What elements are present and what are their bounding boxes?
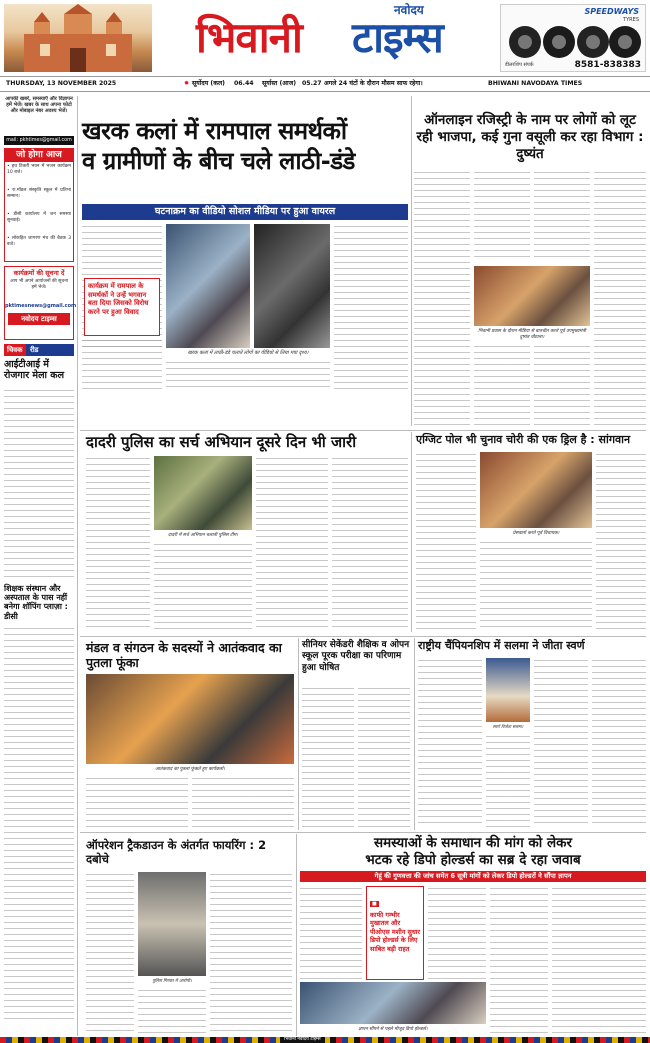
depot-body-3 <box>490 886 548 1036</box>
lead-body-col3 <box>334 224 408 392</box>
salma-photo <box>486 658 530 722</box>
story2-headline: शिक्षक संस्थान और अस्पताल के पास नहीं बनेगा शॉपिंग प्लाज़ा : डीसी <box>4 584 68 621</box>
operation-body-3 <box>210 872 292 1036</box>
depot-body-1 <box>300 886 362 980</box>
exit-body-2 <box>480 540 592 632</box>
depot-subhead: गेहूं की गुणवत्ता की जांच समेत 6 सूत्री मांगों को लेकर डिपो होल्डरों ने सौंपा ज्ञापन <box>300 871 646 882</box>
dadri-body-1 <box>86 456 150 632</box>
salma-body-2 <box>486 734 530 828</box>
dadri-body-4 <box>332 456 408 632</box>
right-rule <box>411 96 412 426</box>
sun-icon: ✹ <box>184 80 190 87</box>
lead-headline-line2: व ग्रामीणों के बीच चले लाठी-डंडे <box>82 147 355 175</box>
exit-body-1 <box>416 452 476 632</box>
masthead-small-word: नवोदय <box>394 3 424 17</box>
dadri-photo <box>154 456 252 530</box>
date-bar <box>0 76 650 92</box>
left-intro-text: आपकी खबरें, समस्याएँ और विज्ञापन हमें भेजें। खबर के साथ अपना फोटो और मोबाइल नंबर अवश्य भेजें। <box>5 96 73 115</box>
notice-email: pktimesnews@gmail.com <box>5 303 77 310</box>
tyre-ad <box>500 4 646 72</box>
salma-body-4 <box>592 658 646 828</box>
operation-caption: पुलिस गिरफ्त में आरोपी। <box>152 979 192 984</box>
lead-body-col4 <box>166 360 330 392</box>
depot-body-4 <box>552 886 646 1036</box>
operation-body-1 <box>86 872 134 1036</box>
issue-date: THURSDAY, 13 NOVEMBER 2025 <box>6 80 117 87</box>
ad-phone-label: डीलरशिप संपर्क <box>505 62 534 68</box>
salma-body-3 <box>534 658 588 828</box>
depot-body-2 <box>428 886 486 980</box>
sunset-time: 05.27 <box>302 80 322 87</box>
lead-subhead: घटनाक्रम का वीडियो सोशल मीडिया पर हुआ वायरल <box>82 204 408 220</box>
dadri-body-2 <box>154 542 252 632</box>
salma-headline: राष्ट्रीय चैंपियनशिप में सलमा ने जीता स्वर्ण <box>418 639 585 652</box>
today-item: • डीसी कार्यालय में जन समस्या सुनवाई। <box>7 212 71 223</box>
salma-caption: स्वर्ण विजेता सलमा। <box>492 724 524 729</box>
section-tag-word: चिवक <box>4 344 26 356</box>
right-top-body-3 <box>534 170 590 262</box>
folio-text: भिवानी नवोदय टाइम्स <box>280 1037 325 1043</box>
notice-title: कार्यक्रमों की सूचना दें <box>13 269 65 277</box>
mandal-headline: मंडल व संगठन के सदस्यों ने आतंकवाद का पुतला फूंका <box>86 640 282 670</box>
lead-body-col2 <box>82 338 162 392</box>
depot-info-box <box>366 886 424 980</box>
today-item: • हथ टिकरी भवन में भजन कार्यक्रम 10 बजे। <box>7 164 71 175</box>
right-top-body-6 <box>534 344 590 426</box>
depot-box-headline: काफी गम्भीर मुखातल और पीओएस मशीन सुधार डिपो होल्डर्स के लिए साबित बड़ी राहत <box>370 911 421 953</box>
today-item: • लोकहित जागरण मंच की बैठक 3 बजे। <box>7 236 71 247</box>
notice-brand: नवोदय टाइम्स <box>8 313 70 325</box>
sunrise-time: 06.44 <box>234 80 254 87</box>
salma-body-1 <box>418 658 482 828</box>
today-box <box>4 148 74 262</box>
depot-headline-line1: समस्याओं के समाधान की मांग को लेकर <box>373 835 573 851</box>
row3-rule-1 <box>298 638 299 830</box>
lead-photo-2 <box>254 224 330 348</box>
story1-headline: आईटीआई में रोजगार मेला कल <box>4 359 65 381</box>
lead-photo <box>166 224 250 348</box>
depot-photo <box>300 982 486 1024</box>
ad-brand-sub: TYRES <box>623 17 639 23</box>
exit-photo <box>480 452 592 528</box>
dadri-caption: दादरी में सर्च अभियान चलाती पुलिस टीम। <box>167 533 239 538</box>
section-tag-word2: रीड <box>29 346 39 354</box>
lead-photo-caption: खरक कलां में लाठी-डंडे चलाते लोगों का वीडियो से लिया गया दृश्य। <box>187 350 309 356</box>
dadri-body-3 <box>256 456 328 632</box>
sunrise-label: सूर्योदय (कल) <box>192 80 226 87</box>
right-top-photo <box>474 266 590 326</box>
ad-brand: SPEEDWAYS <box>584 7 639 16</box>
operation-headline: ऑपरेशन ट्रैकडाउन के अंतर्गत फायरिंग : 2 दबोचे <box>86 838 267 866</box>
right-top-body-5 <box>474 344 530 426</box>
row2-top-rule <box>80 430 646 431</box>
row4-top-rule <box>80 832 646 833</box>
weather-note: अगले 24 घंटों के दौरान मौसम साफ रहेगा। <box>324 80 423 87</box>
paper-name: BHIWANI NAVODAYA TIMES <box>488 80 583 87</box>
temple-illustration <box>4 4 152 72</box>
tyre-icon <box>503 25 643 59</box>
exit-body-3 <box>596 452 646 632</box>
mandal-body-1 <box>86 776 188 828</box>
dadri-headline: दादरी पुलिस का सर्च अभियान दूसरे दिन भी जारी <box>86 433 357 451</box>
row2-mid-rule <box>411 432 412 632</box>
row3-rule-2 <box>414 638 415 830</box>
depot-headline-line2: भटक रहे डिपो होल्डर्स का सब्र दे रहा जवाब <box>365 852 581 868</box>
operation-body-2 <box>138 988 206 1036</box>
left-email: mail: pkhtimes@gmail.com <box>4 136 74 145</box>
right-top-body-4 <box>594 170 646 426</box>
row3-top-rule <box>80 636 646 637</box>
left-column-rule <box>77 96 78 1036</box>
lead-pullquote <box>84 278 160 336</box>
masthead-title-left: भिवानी <box>196 13 302 62</box>
lead-headline-line1: खरक कलां में रामपाल समर्थकों <box>82 117 347 145</box>
senior-body-2 <box>358 686 410 828</box>
mandal-body-2 <box>192 776 294 828</box>
depot-box-tag: ■ <box>372 901 377 907</box>
left-column <box>4 96 77 1041</box>
mandal-photo <box>86 674 294 764</box>
mandal-caption: आतंकवाद का पुतला फूंकते हुए कार्यकर्ता। <box>155 767 225 772</box>
today-box-title: जो होगा आज <box>5 149 73 162</box>
right-top-body-1 <box>414 170 470 426</box>
right-top-caption: भिवानी प्रवास के दौरान मीडिया से बातचीत करते पूर्व उपमुख्यमंत्री दुष्यंत चौटाला। <box>478 329 586 340</box>
pullquote-text: कार्यक्रम में रामपाल के समर्थकों ने उन्हें भगवान बता दिया जिसको विरोध करने पर हुआ विवाद <box>88 282 149 316</box>
today-item: • रा.मॉडल संस्कृति स्कूल में प्रतिभा सम्मान। <box>7 188 71 199</box>
right-top-headline: ऑनलाइन रजिस्ट्री के नाम पर लोगों को लूट रही भाजपा, कई गुना वसूली कर रहा विभाग : दुष्यंत <box>416 112 644 162</box>
senior-headline: सीनियर सेकेंडरी शैक्षिक व ओपन स्कूल पूरक परीक्षा का परिणाम हुआ घोषित <box>302 640 410 673</box>
masthead-title-right: टाइम्स <box>352 13 443 62</box>
notice-text: आप भी अपने आयोजनों की सूचना हमें भेजें। <box>10 279 68 291</box>
senior-body-1 <box>302 686 354 828</box>
depot-caption: ज्ञापन सौंपने से पहले मौजूद डिपो होल्डर्स। <box>358 1027 428 1032</box>
exit-caption: प्रेसवार्ता करते पूर्व विधायक। <box>512 531 560 536</box>
sunset-label: सूर्यास्त (आज) <box>262 80 297 87</box>
operation-photo <box>138 872 206 976</box>
right-top-body-2 <box>474 170 530 262</box>
section-tag <box>4 344 74 356</box>
story2-body <box>4 626 74 1024</box>
folio-strip <box>0 1037 650 1043</box>
ad-phone: 8581-838383 <box>574 60 641 70</box>
story1-body <box>4 388 74 580</box>
row4-rule <box>296 834 297 1036</box>
program-notice-box <box>4 266 77 340</box>
exit-headline: एग्जिट पोल भी चुनाव चोरी की एक ड्रिल है : सांगवान <box>416 433 631 446</box>
temple-photo <box>4 4 152 72</box>
masthead <box>0 0 650 76</box>
